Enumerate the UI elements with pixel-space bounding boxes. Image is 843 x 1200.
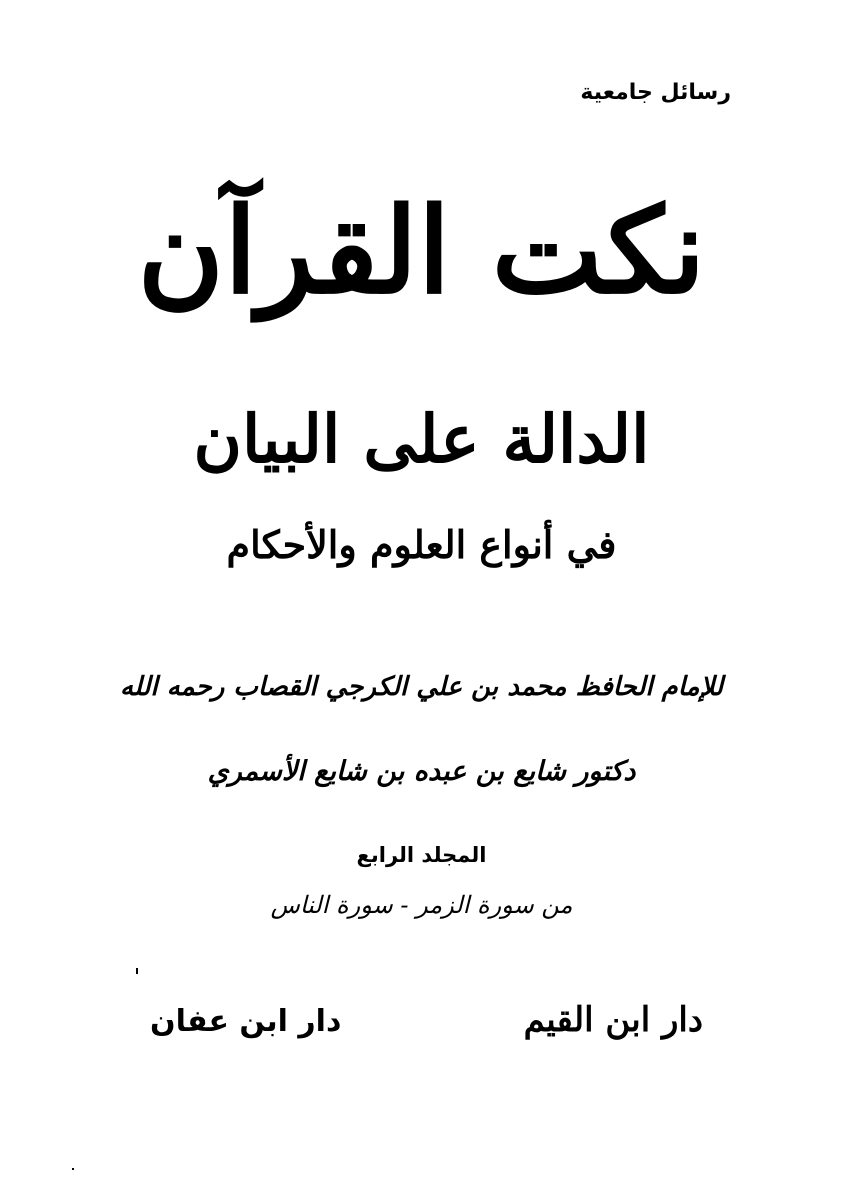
publisher-ibn-affan: دار ابن عفان [150, 1004, 342, 1039]
series-label: رسائل جامعية [580, 80, 731, 105]
scan-speck [72, 1168, 74, 1170]
subtitle-line-1: الدالة على البيان [193, 400, 650, 478]
main-title: نكت القرآن [137, 181, 706, 320]
scan-speck [136, 968, 138, 974]
publisher-ibn-alqayyim: دار ابن القيم [523, 1000, 703, 1040]
volume-label: المجلد الرابع [356, 843, 487, 867]
editor-line: دكتور شايع بن عبده بن شايع الأسمري [207, 756, 636, 787]
surah-range: من سورة الزمر - سورة الناس [270, 891, 573, 919]
subtitle-line-2: في أنواع العلوم والأحكام [226, 522, 617, 567]
author-line: للإمام الحافظ محمد بن علي الكرجي القصاب رحمه الله [119, 672, 724, 702]
